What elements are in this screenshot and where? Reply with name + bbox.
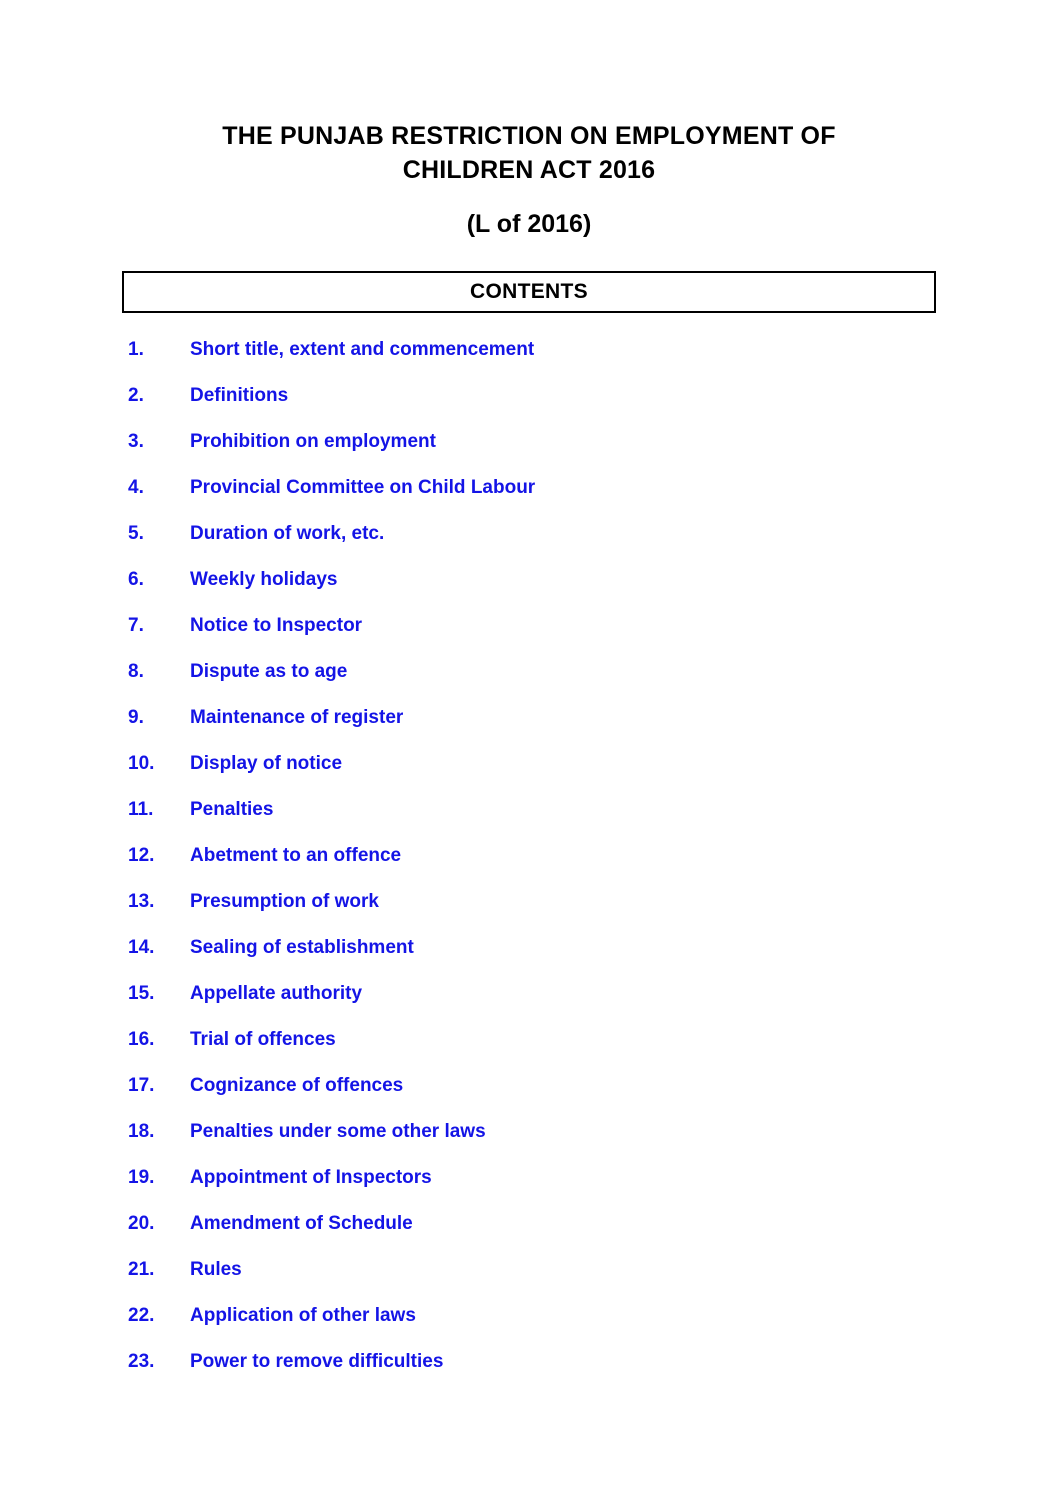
toc-entry-number: 11.	[128, 798, 154, 820]
toc-entry[interactable]	[0, 845, 1058, 891]
contents-heading-label: CONTENTS	[470, 279, 588, 303]
toc-entry[interactable]	[0, 891, 1058, 937]
toc-entry-label: Definitions	[190, 384, 289, 406]
toc-entry[interactable]	[0, 339, 1058, 385]
toc-entry-label: Prohibition on employment	[190, 430, 436, 452]
toc-entry[interactable]	[0, 569, 1058, 615]
toc-entry[interactable]	[0, 385, 1058, 431]
toc-entry[interactable]	[0, 1305, 1058, 1351]
toc-entry-label: Dispute as to age	[190, 660, 348, 682]
page-title	[0, 0, 1058, 188]
toc-entry-label: Rules	[190, 1258, 242, 1280]
toc-entry[interactable]	[0, 1121, 1058, 1167]
toc-entry-label: Power to remove difficulties	[190, 1350, 444, 1372]
toc-entry-number: 14.	[128, 936, 155, 958]
toc-entry-number: 9.	[128, 706, 144, 728]
toc-entry-number: 15.	[128, 982, 155, 1004]
toc-entry[interactable]	[0, 1259, 1058, 1305]
toc-entry-label: Weekly holidays	[190, 568, 338, 590]
toc-entry-number: 12.	[128, 844, 155, 866]
toc-entry-number: 19.	[128, 1166, 155, 1188]
page-title-line-2: CHILDREN ACT 2016	[402, 155, 656, 184]
toc-entry-label: Trial of offences	[190, 1028, 336, 1050]
toc-entry[interactable]	[0, 661, 1058, 707]
toc-entry-number: 8.	[128, 660, 144, 682]
toc-entry[interactable]	[0, 707, 1058, 753]
toc-entry-label: Amendment of Schedule	[190, 1212, 413, 1234]
toc-entry-number: 2.	[128, 384, 144, 406]
toc-entry-label: Penalties under some other laws	[190, 1120, 486, 1142]
toc-entry[interactable]	[0, 983, 1058, 1029]
table-of-contents	[0, 339, 1058, 1397]
toc-entry-number: 6.	[128, 568, 144, 590]
toc-entry-label: Cognizance of offences	[190, 1074, 404, 1096]
toc-entry[interactable]	[0, 937, 1058, 983]
toc-entry-number: 1.	[128, 338, 144, 360]
toc-entry-number: 18.	[128, 1120, 155, 1142]
toc-entry-label: Short title, extent and commencement	[190, 338, 535, 360]
toc-entry[interactable]	[0, 523, 1058, 569]
toc-entry-label: Penalties	[190, 798, 274, 820]
toc-entry-label: Maintenance of register	[190, 706, 404, 728]
toc-entry-label: Provincial Committee on Child Labour	[190, 476, 536, 498]
toc-entry[interactable]	[0, 477, 1058, 523]
toc-entry-number: 21.	[128, 1258, 155, 1280]
toc-entry[interactable]	[0, 1213, 1058, 1259]
toc-entry[interactable]	[0, 431, 1058, 477]
toc-entry-label: Presumption of work	[190, 890, 379, 912]
toc-entry-number: 10.	[128, 752, 155, 774]
toc-entry-number: 3.	[128, 430, 144, 452]
act-number-subtitle: (L of 2016)	[466, 209, 592, 238]
toc-entry[interactable]	[0, 1029, 1058, 1075]
toc-entry-label: Appointment of Inspectors	[190, 1166, 432, 1188]
toc-entry-label: Application of other laws	[190, 1304, 416, 1326]
toc-entry-number: 16.	[128, 1028, 155, 1050]
toc-entry-label: Appellate authority	[190, 982, 363, 1004]
toc-entry-number: 13.	[128, 890, 155, 912]
toc-entry-label: Sealing of establishment	[190, 936, 414, 958]
toc-entry-number: 5.	[128, 522, 144, 544]
toc-entry-number: 4.	[128, 476, 144, 498]
toc-entry-label: Display of notice	[190, 752, 343, 774]
page-title-line-1: THE PUNJAB RESTRICTION ON EMPLOYMENT OF	[222, 122, 836, 150]
toc-entry-label: Duration of work, etc.	[190, 522, 385, 544]
toc-entry-label: Notice to Inspector	[190, 614, 363, 636]
toc-entry-label: Abetment to an offence	[190, 844, 402, 866]
toc-entry-number: 20.	[128, 1212, 155, 1234]
toc-entry-number: 22.	[128, 1304, 155, 1326]
toc-entry-number: 17.	[128, 1074, 155, 1096]
contents-heading-box	[122, 271, 936, 313]
toc-entry-number: 7.	[128, 614, 144, 636]
toc-entry[interactable]	[0, 799, 1058, 845]
toc-entry-number: 23.	[128, 1350, 155, 1372]
toc-entry[interactable]	[0, 753, 1058, 799]
toc-entry[interactable]	[0, 1351, 1058, 1397]
toc-entry[interactable]	[0, 1075, 1058, 1121]
toc-entry[interactable]	[0, 615, 1058, 661]
toc-entry[interactable]	[0, 1167, 1058, 1213]
